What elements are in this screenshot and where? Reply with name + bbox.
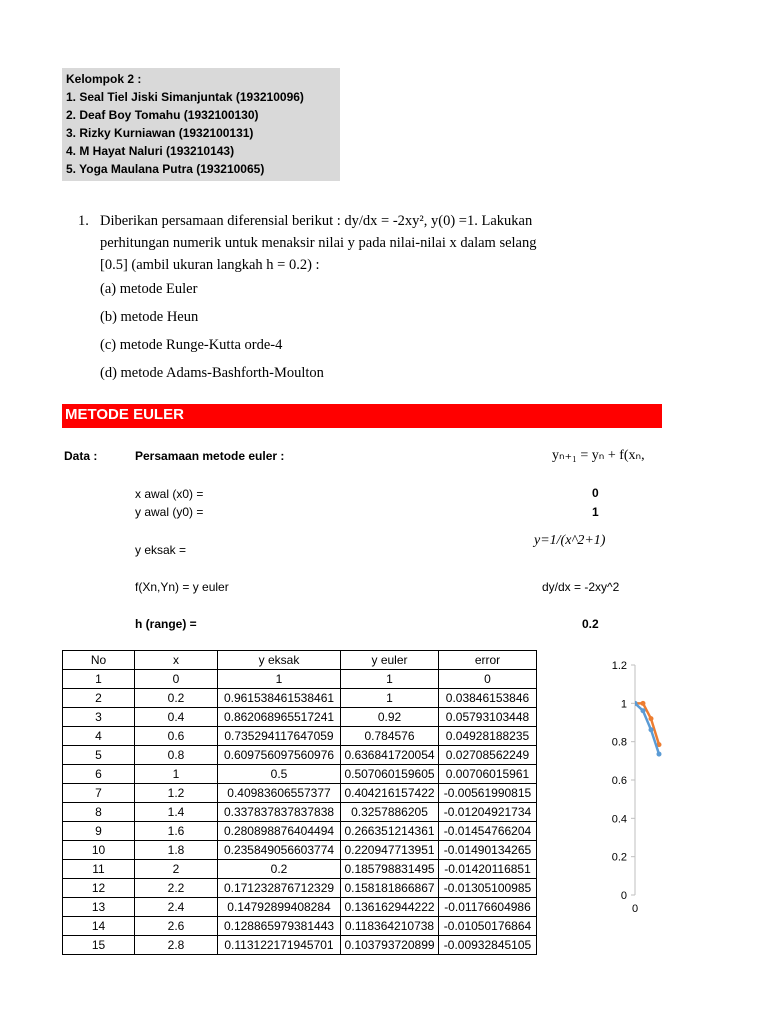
cell-y-exact: 0.128865979381443 xyxy=(218,917,341,936)
table-body xyxy=(63,670,537,955)
cell-x: 1.2 xyxy=(135,784,218,803)
cell-no: 14 xyxy=(63,917,135,936)
header-error: error xyxy=(439,651,537,670)
group-member-3: 3. Rizky Kurniawan (1932100131) xyxy=(66,126,254,140)
y-exact-label: y eksak = xyxy=(135,543,187,557)
cell-error: -0.00932845105 xyxy=(439,936,537,955)
f-label: f(Xn,Yn) = y euler xyxy=(135,580,229,594)
option-heun: (b) metode Heun xyxy=(100,309,199,325)
cell-error: 0.04928188235 xyxy=(439,727,537,746)
table-row xyxy=(63,689,537,708)
problem-number: 1. xyxy=(78,213,89,229)
table-row xyxy=(63,822,537,841)
table-row xyxy=(63,860,537,879)
cell-no: 9 xyxy=(63,822,135,841)
cell-x: 1.4 xyxy=(135,803,218,822)
option-runge-kutta: (c) metode Runge-Kutta orde-4 xyxy=(100,337,283,353)
y-tick-label: 0.8 xyxy=(611,736,627,749)
cell-y-exact: 0.2 xyxy=(218,860,341,879)
cell-x: 1.8 xyxy=(135,841,218,860)
series-point-0 xyxy=(641,701,646,706)
cell-y-euler: 1 xyxy=(341,689,439,708)
cell-x: 0.6 xyxy=(135,727,218,746)
cell-x: 2.4 xyxy=(135,898,218,917)
cell-x: 2.8 xyxy=(135,936,218,955)
x0-value: 0 xyxy=(592,486,599,500)
cell-error: -0.01420116851 xyxy=(439,860,537,879)
series-line-0 xyxy=(635,703,659,744)
cell-y-exact: 0.5 xyxy=(218,765,341,784)
y0-value: 1 xyxy=(592,505,599,519)
header-no: No xyxy=(63,651,135,670)
cell-no: 15 xyxy=(63,936,135,955)
section-header xyxy=(62,404,662,428)
table-row xyxy=(63,784,537,803)
cell-no: 1 xyxy=(63,670,135,689)
cell-no: 3 xyxy=(63,708,135,727)
table-header-row xyxy=(63,651,537,670)
cell-y-exact: 0.735294117647059 xyxy=(218,727,341,746)
group-info-box xyxy=(62,68,340,181)
cell-x: 0.2 xyxy=(135,689,218,708)
cell-no: 10 xyxy=(63,841,135,860)
cell-no: 8 xyxy=(63,803,135,822)
cell-error: -0.01305100985 xyxy=(439,879,537,898)
cell-y-exact: 0.609756097560976 xyxy=(218,746,341,765)
x0-label: x awal (x0) = xyxy=(135,487,204,501)
cell-x: 0 xyxy=(135,670,218,689)
cell-x: 0.4 xyxy=(135,708,218,727)
cell-y-exact: 0.113122171945701 xyxy=(218,936,341,955)
cell-error: 0 xyxy=(439,670,537,689)
cell-y-euler: 0.266351214361 xyxy=(341,822,439,841)
cell-y-exact: 0.862068965517241 xyxy=(218,708,341,727)
header-y-euler: y euler xyxy=(341,651,439,670)
h-value: 0.2 xyxy=(582,617,599,631)
table-row xyxy=(63,936,537,955)
y-tick-label: 0.4 xyxy=(611,813,627,826)
group-member-2: 2. Deaf Boy Tomahu (1932100130) xyxy=(66,108,259,122)
cell-y-exact: 0.171232876712329 xyxy=(218,879,341,898)
cell-no: 2 xyxy=(63,689,135,708)
table-row xyxy=(63,727,537,746)
cell-x: 2.2 xyxy=(135,879,218,898)
section-title: METODE EULER xyxy=(65,406,184,423)
cell-error: -0.01176604986 xyxy=(439,898,537,917)
header-y-exact: y eksak xyxy=(218,651,341,670)
cell-no: 13 xyxy=(63,898,135,917)
table-row xyxy=(63,708,537,727)
table-row xyxy=(63,841,537,860)
y-tick-label: 1 xyxy=(620,698,627,711)
group-member-5: 5. Yoga Maulana Putra (193210065) xyxy=(66,162,265,176)
cell-error: -0.01050176864 xyxy=(439,917,537,936)
series-point-0 xyxy=(649,716,654,721)
cell-y-euler: 0.507060159605 xyxy=(341,765,439,784)
group-member-1: 1. Seal Tiel Jiski Simanjuntak (193210096) xyxy=(66,90,304,104)
y0-label: y awal (y0) = xyxy=(135,505,204,519)
problem-line-2: perhitungan numerik untuk menaksir nilai y pada nilai-nilai x dalam selang xyxy=(100,235,537,251)
group-member-4: 4. M Hayat Naluri (193210143) xyxy=(66,144,235,158)
y-exact-formula: y=1/(x^2+1) xyxy=(534,533,606,548)
table-row xyxy=(63,746,537,765)
cell-x: 0.8 xyxy=(135,746,218,765)
cell-y-euler: 0.118364210738 xyxy=(341,917,439,936)
cell-error: 0.05793103448 xyxy=(439,708,537,727)
cell-error: 0.03846153846 xyxy=(439,689,537,708)
table-row xyxy=(63,803,537,822)
problem-line-3: [0.5] (ambil ukuran langkah h = 0.2) : xyxy=(100,257,320,273)
euler-formula: yₙ₊₁ = yₙ + f(xₙ, xyxy=(552,448,645,463)
series-point-1 xyxy=(649,727,654,732)
cell-y-exact: 0.14792899408284 xyxy=(218,898,341,917)
cell-y-euler: 0.404216157422 xyxy=(341,784,439,803)
cell-error: -0.00561990815 xyxy=(439,784,537,803)
table-row xyxy=(63,765,537,784)
cell-y-euler: 0.185798831495 xyxy=(341,860,439,879)
table-row xyxy=(63,917,537,936)
table-row xyxy=(63,879,537,898)
group-title: Kelompok 2 : xyxy=(66,72,142,86)
series-point-1 xyxy=(657,752,662,757)
cell-y-euler: 0.92 xyxy=(341,708,439,727)
data-label: Data : xyxy=(64,449,98,463)
cell-error: 0.00706015961 xyxy=(439,765,537,784)
cell-y-exact: 0.961538461538461 xyxy=(218,689,341,708)
table-row xyxy=(63,670,537,689)
y-tick-label: 0.2 xyxy=(611,851,627,864)
cell-no: 4 xyxy=(63,727,135,746)
h-label: h (range) = xyxy=(135,617,197,631)
cell-y-euler: 0.3257886205 xyxy=(341,803,439,822)
cell-no: 11 xyxy=(63,860,135,879)
cell-x: 1 xyxy=(135,765,218,784)
header-x: x xyxy=(135,651,218,670)
y-tick-label: 0 xyxy=(620,890,627,902)
cell-x: 2 xyxy=(135,860,218,879)
y-tick-label: 0.6 xyxy=(611,775,627,787)
cell-y-exact: 0.40983606557377 xyxy=(218,784,341,803)
cell-no: 7 xyxy=(63,784,135,803)
cell-y-euler: 0.136162944222 xyxy=(341,898,439,917)
cell-y-euler: 0.220947713951 xyxy=(341,841,439,860)
cell-y-euler: 0.158181866867 xyxy=(341,879,439,898)
table-row xyxy=(63,898,537,917)
cell-error: -0.01454766204 xyxy=(439,822,537,841)
cell-x: 1.6 xyxy=(135,822,218,841)
problem-line-1: Diberikan persamaan diferensial berikut : dy/dx = -2xy², y(0) =1. Lakukan xyxy=(100,213,533,229)
cell-error: -0.01204921734 xyxy=(439,803,537,822)
option-euler: (a) metode Euler xyxy=(100,281,198,297)
cell-y-exact: 1 xyxy=(218,670,341,689)
option-adams: (d) metode Adams-Bashforth-Moulton xyxy=(100,365,324,381)
cell-error: -0.01490134265 xyxy=(439,841,537,860)
cell-y-exact: 0.235849056603774 xyxy=(218,841,341,860)
cell-no: 12 xyxy=(63,879,135,898)
cell-error: 0.02708562249 xyxy=(439,746,537,765)
x-tick-label: 0 xyxy=(631,903,639,915)
euler-chart xyxy=(600,652,700,915)
f-formula: dy/dx = -2xy^2 xyxy=(542,580,620,594)
cell-y-exact: 0.337837837837838 xyxy=(218,803,341,822)
euler-results-table xyxy=(62,650,537,955)
cell-x: 2.6 xyxy=(135,917,218,936)
cell-no: 5 xyxy=(63,746,135,765)
cell-no: 6 xyxy=(63,765,135,784)
y-tick-label: 1.2 xyxy=(611,660,627,672)
equation-label: Persamaan metode euler : xyxy=(135,449,285,463)
cell-y-euler: 0.103793720899 xyxy=(341,936,439,955)
series-point-1 xyxy=(641,708,646,713)
cell-y-euler: 0.636841720054 xyxy=(341,746,439,765)
cell-y-exact: 0.280898876404494 xyxy=(218,822,341,841)
cell-y-euler: 1 xyxy=(341,670,439,689)
cell-y-euler: 0.784576 xyxy=(341,727,439,746)
